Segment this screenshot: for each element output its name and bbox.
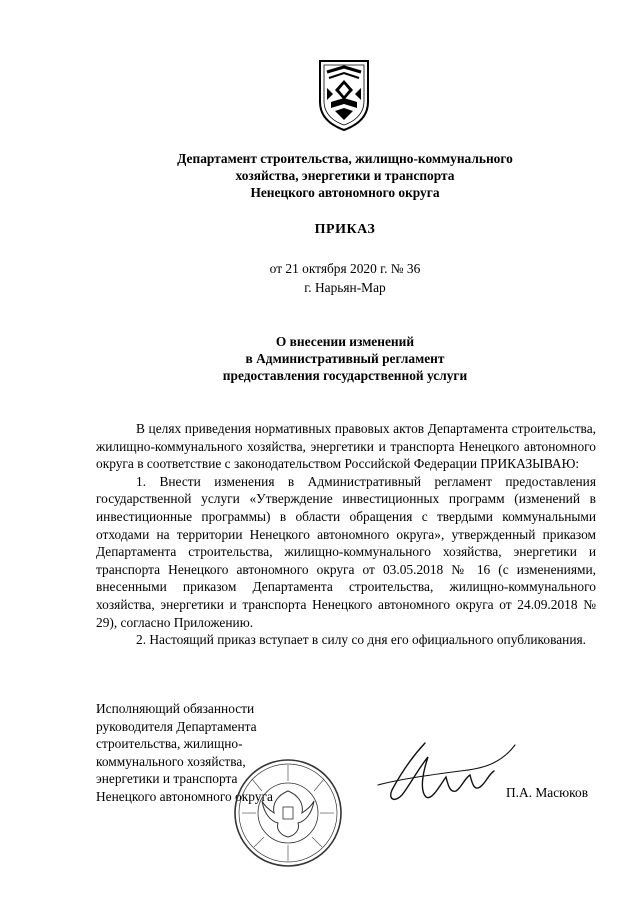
subject-line: О внесении изменений [275,334,415,349]
order-date-number: от 21 октября 2020 г. № 36 [269,261,421,276]
document-body [96,420,596,649]
body-paragraph: В целях приведения нормативных правовых актов Департамента строительства, жилищно-коммунального хозяйства, энергетики и транспорта Ненецкого автономного округа в соответствие с законодательством Российской Федерации ПРИКАЗЫВАЮ: [96,421,596,472]
header-line: хозяйства, энергетики и транспорта [235,168,455,183]
body-paragraph: 1. Внести изменения в Административный регламент предоставления государственной услуги «Утверждение инвестиционных программ (изменений в инвестиционные программы) в области обращения с твердыми коммунальными отходами на территории Ненецкого автономного округа», утвержденный приказом Департамента строительства, жилищно-коммунального хозяйства, энергетики и транспорта Ненецкого автономного округа от 03.05.2018 № 16 (с изменениями, внесенными приказом Департамента строительства, жилищно-коммунального хозяйства, энергетики и транспорта Ненецкого автономного округа от 24.09.2018 № 29), согласно Приложению. [96,473,596,630]
coat-of-arms-icon [317,58,371,132]
handwritten-signature [370,735,520,810]
header-line: Ненецкого автономного округа [250,185,440,200]
signatory-line: Исполняющий обязанности [96,701,255,716]
signatory-line: коммунального хозяйства, [96,753,246,769]
department-header [100,150,590,201]
signatory-line: энергетики и транспорта [96,771,238,787]
signatory-name: П.А. Масюков [506,785,589,800]
document-title: ПРИКАЗ [314,222,376,237]
header-line: Департамент строительства, жилищно-коммунального [177,151,513,166]
body-paragraph: 2. Настоящий приказ вступает в силу со дня его официального опубликования. [136,632,586,648]
order-city: г. Нарьян-Мар [304,280,386,295]
subject-line: в Административный регламент [245,351,445,366]
order-meta [100,259,590,297]
signatory-line: строительства, жилищно- [96,736,243,752]
document-subject [100,333,590,384]
official-seal-icon [232,757,344,869]
signatory-line: руководителя Департамента [96,718,257,734]
subject-line: предоставления государственной услуги [222,368,468,383]
signatory-line: Ненецкого автономного округа [96,788,273,804]
